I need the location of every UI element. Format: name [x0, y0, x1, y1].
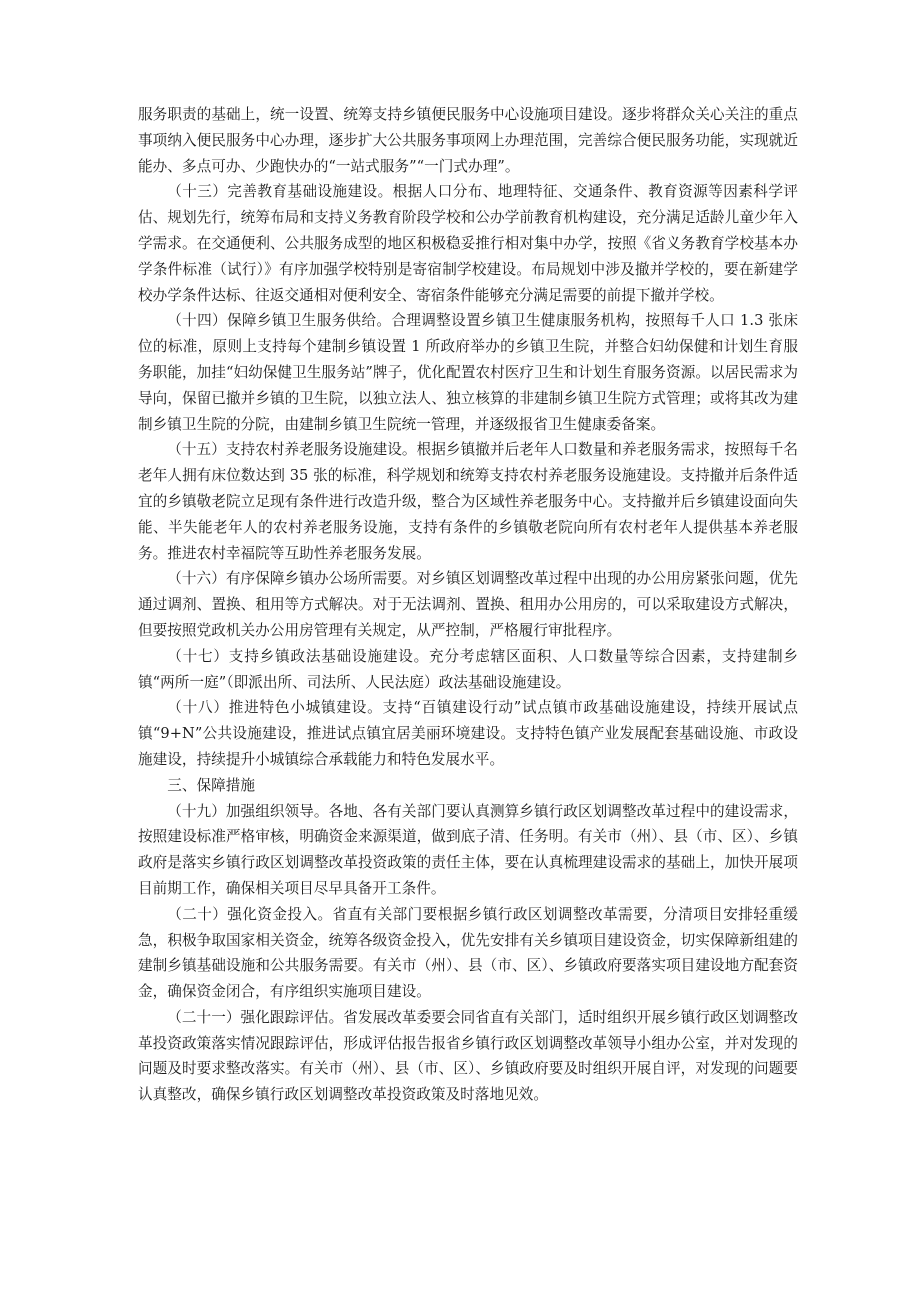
paragraph-13-education: （十三）完善教育基础设施建设。根据人口分布、地理特征、交通条件、教育资源等因素科学评估、规划先行，统筹布局和支持义务教育阶段学校和公办学前教育机构建设，充分满足适龄儿童少年入学需求。在交通便利、公共服务成型的地区积极稳妥推行相对集中办学，按照《省义务教育学校基本办学条件标准（试行）》有序加强学校特别是寄宿制学校建设。布局规划中涉及撤并学校的，要在新建学校办学条件达标、往返交通相对便利安全、寄宿条件能够充分满足需要的前提下撤并学校。: [138, 183, 798, 304]
paragraph-17-legal: （十七）支持乡镇政法基础设施建设。充分考虑辖区面积、人口数量等综合因素，支持建制乡镇“两所一庭”（即派出所、司法所、人民法庭）政法基础设施建设。: [138, 647, 798, 691]
document-body: [138, 102, 798, 1108]
paragraph-14-health: （十四）保障乡镇卫生服务供给。合理调整设置乡镇卫生健康服务机构，按照每千人口 1.3 张床位的标准，原则上支持每个建制乡镇设置 1 所政府举办的乡镇卫生院，并整合妇幼保健和计划生育服务职能，加挂“妇幼保健卫生服务站”牌子，优化配置农村医疗卫生和计划生育服务资源。以居民需求为导向，保留已撤并乡镇的卫生院，以独立法人、独立核算的非建制乡镇卫生院方式管理；或将其改为建制乡镇卫生院的分院，由建制乡镇卫生院统一管理，并逐级报省卫生健康委备案。: [138, 312, 798, 433]
paragraph-19-leadership: （十九）加强组织领导。各地、各有关部门要认真测算乡镇行政区划调整改革过程中的建设需求，按照建设标准严格审核，明确资金来源渠道，做到底子清、任务明。有关市（州）、县（市、区）、乡镇政府是落实乡镇行政区划调整改革投资政策的责任主体，要在认真梳理建设需求的基础上，加快开展项目前期工作，确保相关项目尽早具备开工条件。: [138, 802, 798, 897]
section-heading-safeguards: 三、保障措施: [167, 776, 256, 794]
paragraph-21-evaluation: （二十一）强化跟踪评估。省发展改革委要会同省直有关部门，适时组织开展乡镇行政区划调整改革投资政策落实情况跟踪评估，形成评估报告报省乡镇行政区划调整改革领导小组办公室，并对发现的问题及时要求整改落实。有关市（州）、县（市、区）、乡镇政府要及时组织开展自评，对发现的问题要认真整改，确保乡镇行政区划调整改革投资政策及时落地见效。: [138, 1008, 798, 1104]
paragraph-20-funding: （二十）强化资金投入。省直有关部门要根据乡镇行政区划调整改革需要，分清项目安排轻重缓急，积极争取国家相关资金，统筹各级资金投入，优先安排有关乡镇项目建设资金，切实保障新组建的建制乡镇基础设施和公共服务需要。有关市（州）、县（市、区）、乡镇政府要落实项目建设地方配套资金，确保资金闭合，有序组织实施项目建设。: [138, 905, 798, 1001]
paragraph-18-small-towns: （十八）推进特色小城镇建设。支持“百镇建设行动”试点镇市政基础设施建设，持续开展试点镇“9+N”公共设施建设，推进试点镇宜居美丽环境建设。支持特色镇产业发展配套基础设施、市政设施建设，持续提升小城镇综合承载能力和特色发展水平。: [138, 699, 798, 768]
paragraph-continuation: 服务职责的基础上，统一设置、统筹支持乡镇便民服务中心设施项目建设。逐步将群众关心关注的重点事项纳入便民服务中心办理，逐步扩大公共服务事项网上办理范围，完善综合便民服务功能，实现就近能办、多点可办、少跑快办的“一站式服务”“一门式办理”。: [138, 106, 798, 175]
paragraph-16-office: （十六）有序保障乡镇办公场所需要。对乡镇区划调整改革过程中出现的办公用房紧张问题，优先通过调剂、置换、租用等方式解决。对于无法调剂、置换、租用办公用房的，可以采取建设方式解决，但要按照党政机关办公用房管理有关规定，从严控制，严格履行审批程序。: [138, 570, 798, 639]
paragraph-15-elderly-care: （十五）支持农村养老服务设施建设。根据乡镇撤并后老年人口数量和养老服务需求，按照每千名老年人拥有床位数达到 35 张的标准，科学规划和统筹支持农村养老服务设施建设。支持撤并后条件适宜的乡镇敬老院立足现有条件进行改造升级，整合为区域性养老服务中心。支持撤并后乡镇建设面向失能、半失能老年人的农村养老服务设施，支持有条件的乡镇敬老院向所有农村老年人提供基本养老服务。推进农村幸福院等互助性养老服务发展。: [138, 441, 798, 562]
